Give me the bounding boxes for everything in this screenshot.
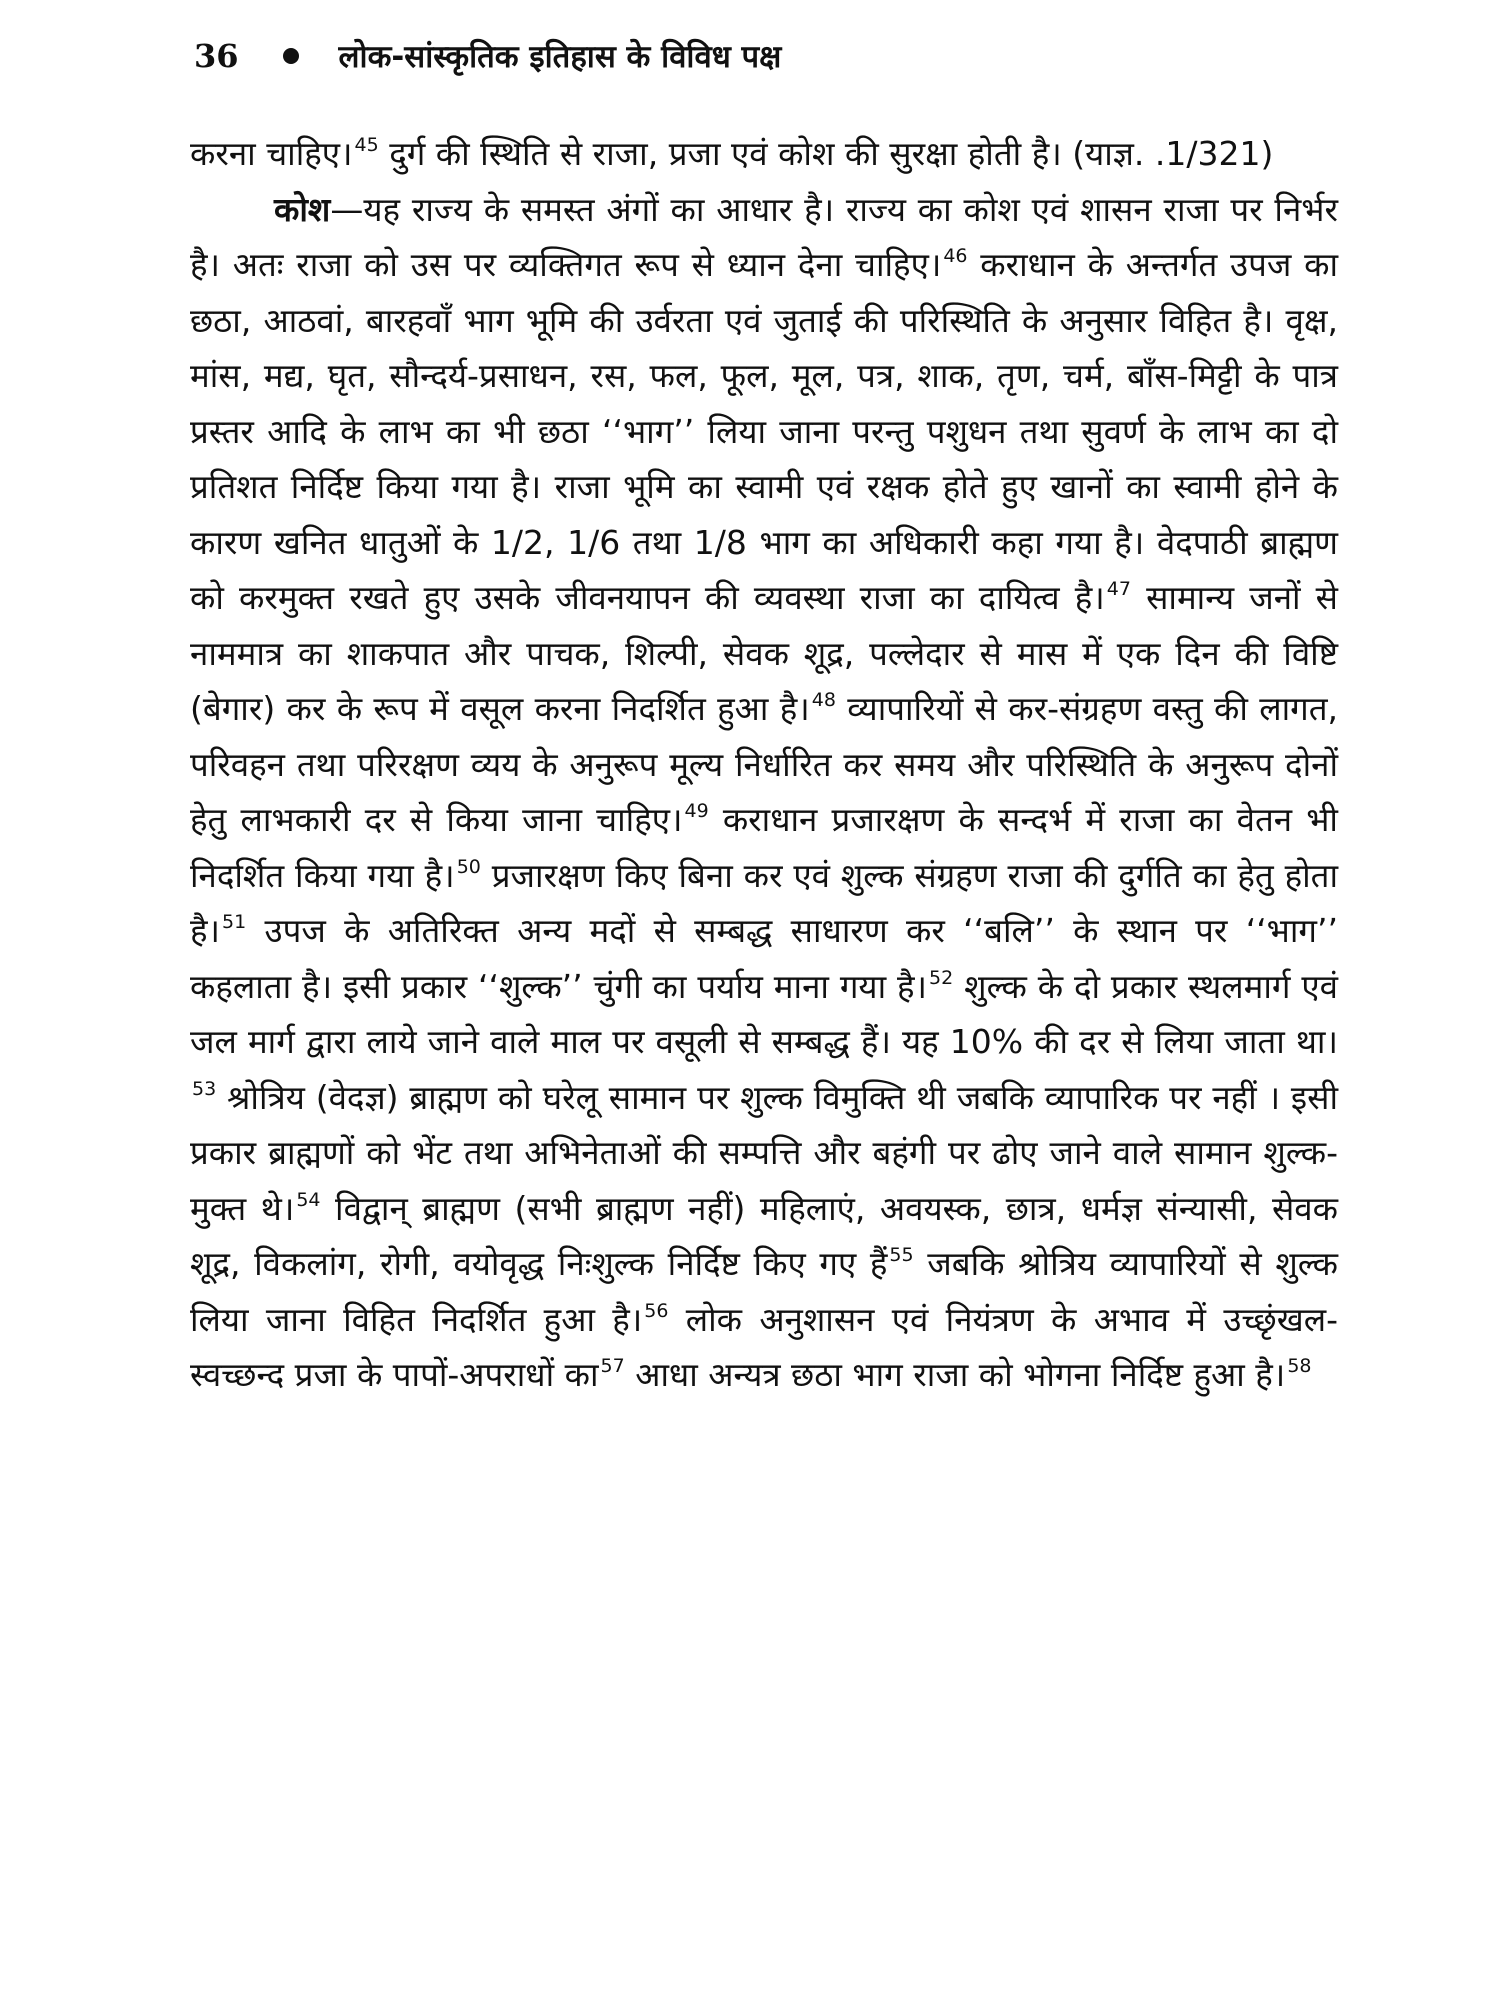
text-run: विद्वान् ब्राह्मण (सभी ब्राह्मण नहीं) महिलाएं, अवयस्क, छात्र, धर्मज्ञ संन्यासी, सेवक शूद्र, विकलांग, रोगी, वयोवृद्ध निःशुल्क निर्दिष्ट किए गए हैं	[190, 1188, 1338, 1283]
text-run: —यह राज्य के समस्त अंगों का आधार है। राज्य का कोश एवं शासन राजा पर निर्भर है। अतः राजा को उस पर व्यक्तिगत रूप से ध्यान देना चाहिए।	[190, 189, 1338, 284]
footnote-ref: 52	[929, 966, 954, 989]
text-run: सामान्य जनों से नाममात्र का शाकपात और पाचक, शिल्पी, सेवक शूद्र, पल्लेदार से मास में एक दिन की विष्टि (बेगार) कर के रूप में वसूल करना निदर्शित हुआ है।	[190, 578, 1338, 728]
section-term: कोश	[274, 189, 331, 229]
text-run: शुल्क के दो प्रकार स्थलमार्ग एवं जल मार्ग द्वारा लाये जाने वाले माल पर वसूली से सम्बद्ध हैं। यह 10% की दर से लिया जाता था।	[190, 966, 1338, 1061]
text-run: लोक अनुशासन एवं नियंत्रण के अभाव में उच्छृंखल-स्वच्छन्द प्रजा के पापों-अपराधों का	[190, 1299, 1338, 1394]
text-run: व्यापारियों से कर-संग्रहण वस्तु की लागत, परिवहन तथा परिरक्षण व्यय के अनुरूप मूल्य निर्धारित कर समय और परिस्थिति के अनुरूप दोनों हेतु लाभकारी दर से किया जाना चाहिए।	[190, 689, 1338, 839]
body-text	[190, 126, 1338, 1403]
text-run: कराधान के अन्तर्गत उपज का छठा, आठवां, बारहवाँ भाग भूमि की उर्वरता एवं जुताई की परिस्थिति के अनुसार विहित है। वृक्ष, मांस, मद्य, घृत, सौन्दर्य-प्रसाधन, रस, फल, फूल, मूल, पत्र, शाक, तृण, चर्म, बाँस-मिट्टी के पात्र प्रस्तर आदि के लाभ का भी छठा ‘‘भाग’’ लिया जाना परन्तु पशुधन तथा सुवर्ण के लाभ का दो प्रतिशत निर्दिष्ट किया गया है। राजा भूमि का स्वामी एवं रक्षक होते हुए खानों का स्वामी होने के कारण खनित धातुओं के 1/2, 1/6 तथा 1/8 भाग का अधिकारी कहा गया है। वेदपाठी ब्राह्मण को करमुक्त रखते हुए उसके जीवनयापन की व्यवस्था राजा का दायित्व है।	[190, 245, 1338, 617]
paragraph-kosh	[190, 182, 1338, 1403]
running-head-title: लोक-सांस्कृतिक इतिहास के विविध पक्ष	[338, 39, 782, 75]
footnote-ref: 48	[811, 689, 836, 711]
footnote-ref: 50	[456, 855, 481, 878]
footnote-ref: 45	[354, 134, 379, 156]
paragraph-continued	[190, 126, 1338, 182]
bullet-separator	[283, 48, 299, 64]
text-run: कराधान प्रजारक्षण के सन्दर्भ में राजा का वेतन भी निदर्शित किया गया है।	[190, 800, 1338, 895]
text-run: आधा अन्यत्र छठा भाग राजा को भोगना निर्दिष्ट हुआ है।	[624, 1355, 1286, 1394]
footnote-ref: 46	[943, 245, 968, 267]
footnote-ref: 57	[600, 1355, 625, 1377]
footnote-ref: 58	[1287, 1355, 1312, 1377]
footnote-ref: 47	[1106, 578, 1131, 600]
text-run: श्रोत्रिय (वेदज्ञ) ब्राह्मण को घरेलू सामान पर शुल्क विमुक्ति थी जबकि व्यापारिक पर नहीं । इसी प्रकार ब्राह्मणों को भेंट तथा अभिनेताओं की सम्पत्ति और बहंगी पर ढोए जाने वाले सामान शुल्क-मुक्त थे।	[190, 1077, 1338, 1228]
text-run: उपज के अतिरिक्त अन्य मदों से सम्बद्ध साधारण कर ‘‘बलि’’ के स्थान पर ‘‘भाग’’ कहलाता है। इसी प्रकार ‘‘शुल्क’’ चुंगी का पर्याय माना गया है।	[190, 911, 1338, 1006]
running-head	[194, 28, 1344, 84]
footnote-ref: 53	[192, 1077, 217, 1100]
text-run: जबकि श्रोत्रिय व्यापारियों से शुल्क लिया जाना विहित निदर्शित हुआ है।	[190, 1244, 1339, 1339]
text-run: दुर्ग की स्थिति से राजा, प्रजा एवं कोश की सुरक्षा होती है। (याज्ञ. .1/321)	[378, 134, 1274, 173]
footnote-ref: 56	[644, 1299, 669, 1322]
footnote-ref: 54	[296, 1188, 321, 1211]
text-run: करना चाहिए।	[190, 134, 353, 173]
text-run: प्रजारक्षण किए बिना कर एवं शुल्क संग्रहण राजा की दुर्गति का हेतु होता है।	[190, 855, 1339, 950]
footnote-ref: 49	[684, 800, 709, 822]
footnote-ref: 51	[222, 911, 247, 933]
footnote-ref: 55	[889, 1244, 914, 1266]
page-number: 36	[194, 37, 239, 75]
